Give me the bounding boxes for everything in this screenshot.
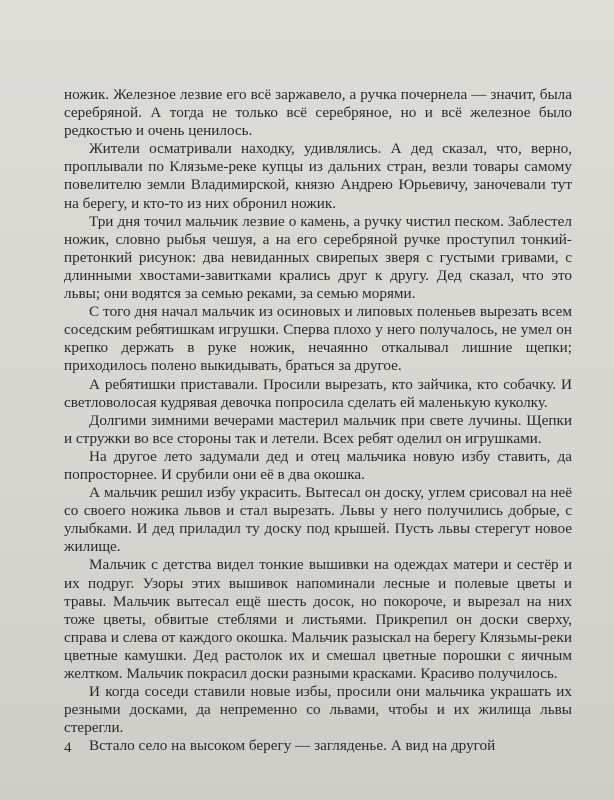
paragraph: Встало село на высоком берегу — загляденье. А вид на другой [89, 737, 496, 755]
paragraph: А ребятишки приставали. Просили вырезать, кто зайчика, кто собачку. И светловолосая кудрявая девочка попросила сделать ей маленькую куколку. [64, 375, 572, 411]
paragraph: Жители осматривали находку, удивлялись. А дед сказал, что, верно, проплывали по Клязьме-реке купцы из дальних стран, везли товары самому повелителю земли Владимирской, князю Андрею Юрьевичу, заночевали тут на берегу, и кто-то из них обронил ножик. [64, 140, 572, 212]
paragraph: На другое лето задумали дед и отец мальчика новую избу ставить, да попросторнее. И срубили они её в два окошка. [64, 447, 572, 483]
paragraph: С того дня начал мальчик из осиновых и липовых поленьев вырезать всем соседским ребятишкам игрушки. Сперва плохо у него получалось, не умел он крепко держать в руке ножик, нечаянно откалывал лишние щепки; приходилось полено выкидывать, браться за другое. [64, 303, 572, 375]
page-number: 4 [64, 740, 72, 756]
paragraph: ножик. Железное лезвие его всё заржавело, а ручка почернела — значит, была серебряной. А тогда не только всё серебряное, но и всё железное было редкостью и очень ценилось. [64, 86, 572, 140]
paragraph: Три дня точил мальчик лезвие о камень, а ручку чистил песком. Заблестел ножик, словно рыбья чешуя, а на его серебряной ручке проступил тонкий-претонкий рисунок: два невиданных свирепых зверя с густыми гривами, с длинными хвостами-завитками крались друг к другу. Дед сказал, что это львы; они водятся за семью реками, за семью морями. [64, 212, 572, 303]
paragraph: Мальчик с детства видел тонкие вышивки на одеждах матери и сестёр и их подруг. Узоры этих вышивок напоминали лесные и полевые цветы и травы. Мальчик вытесал ещё шесть досок, но покороче, и вырезал на них тоже цветы, обвитые стеблями и листьями. Прикрепил он доски сверху, справа и слева от каждого окошка. Мальчик разыскал на берегу Клязьмы-реки цветные камушки. Дед растолок их и смешал цветные порошки с яичным желтком. Мальчик покрасил доски разными красками. Красиво получилось. [64, 556, 572, 682]
paragraph: А мальчик решил избу украсить. Вытесал он доску, углем срисовал на неё со своего ножика львов и стал вырезать. Львы у него получились добрые, с улыбками. И дед приладил ту доску под крышей. Пусть львы стерегут новое жилище. [64, 484, 572, 556]
paragraph: Долгими зимними вечерами мастерил мальчик при свете лучины. Щепки и стружки во все стороны так и летели. Всех ребят оделил он игрушками. [64, 411, 572, 447]
body-text [64, 86, 572, 755]
paragraph: И когда соседи ставили новые избы, просили они мальчика украшать их резными досками, да непременно со львами, чтобы и их жилища львы стерегли. [64, 683, 572, 737]
